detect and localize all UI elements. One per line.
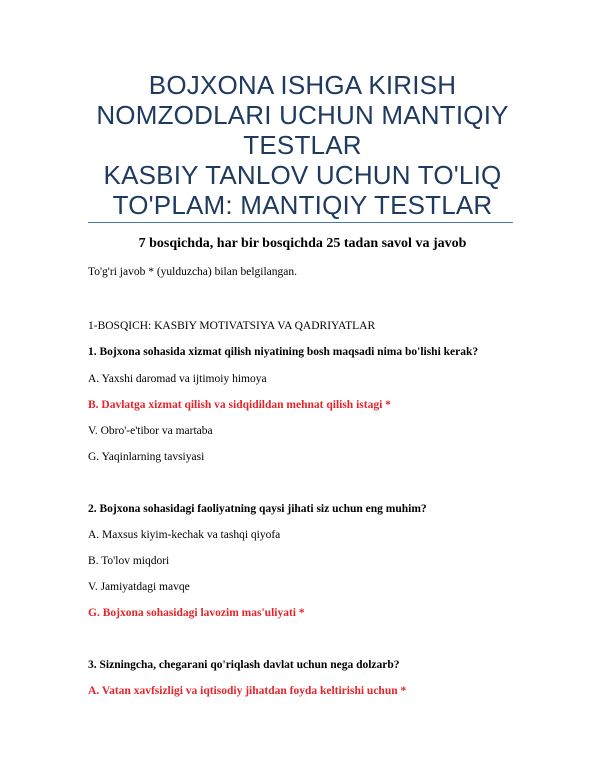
title-divider — [88, 222, 513, 223]
title-line-2: NOMZODLARI UCHUN MANTIQIY — [96, 100, 509, 130]
question-1-option-b-correct: B. Davlatga xizmat qilish va sidqidildan mehnat qilish istagi * — [88, 399, 391, 411]
document-subtitle: 7 bosqichda, har bir bosqichda 25 tadan savol va javob — [138, 236, 467, 251]
question-2-option-b: B. To'lov miqdori — [88, 555, 170, 567]
title-line-5: TO'PLAM: MANTIQIY TESTLAR — [112, 190, 493, 220]
section-heading: 1-BOSQICH: KASBIY MOTIVATSIYA VA QADRIYATLAR — [88, 320, 376, 332]
question-1-option-v: V. Obro'-e'tibor va martaba — [88, 425, 213, 437]
question-2-option-a: A. Maxsus kiyim-kechak va tashqi qiyofa — [88, 529, 281, 541]
question-2-option-v: V. Jamiyatdagi mavqe — [88, 581, 190, 593]
question-2-option-g-correct: G. Bojxona sohasidagi lavozim mas'uliyati * — [88, 607, 305, 619]
title-line-3: TESTLAR — [243, 130, 362, 160]
question-3-option-a-correct: A. Vatan xavfsizligi va iqtisodiy jihatdan foyda keltirishi uchun * — [88, 685, 407, 697]
question-1: 1. Bojxona sohasida xizmat qilish niyatining bosh maqsadi nima bo'lishi kerak? — [88, 346, 479, 358]
question-2: 2. Bojxona sohasidagi faoliyatning qaysi jihati siz uchun eng muhim? — [88, 503, 427, 515]
title-line-1: BOJXONA ISHGA KIRISH — [148, 70, 457, 100]
title-line-4: KASBIY TANLOV UCHUN TO'LIQ — [103, 160, 502, 190]
answer-key-note: To'g'ri javob * (yulduzcha) bilan belgilangan. — [88, 266, 297, 278]
question-1-option-a: A. Yaxshi daromad va ijtimoiy himoya — [88, 373, 267, 385]
question-1-option-g: G. Yaqinlarning tavsiyasi — [88, 451, 205, 463]
question-3: 3. Sizningcha, chegarani qo'riqlash davlat uchun nega dolzarb? — [88, 659, 400, 671]
document-title — [80, 70, 525, 220]
